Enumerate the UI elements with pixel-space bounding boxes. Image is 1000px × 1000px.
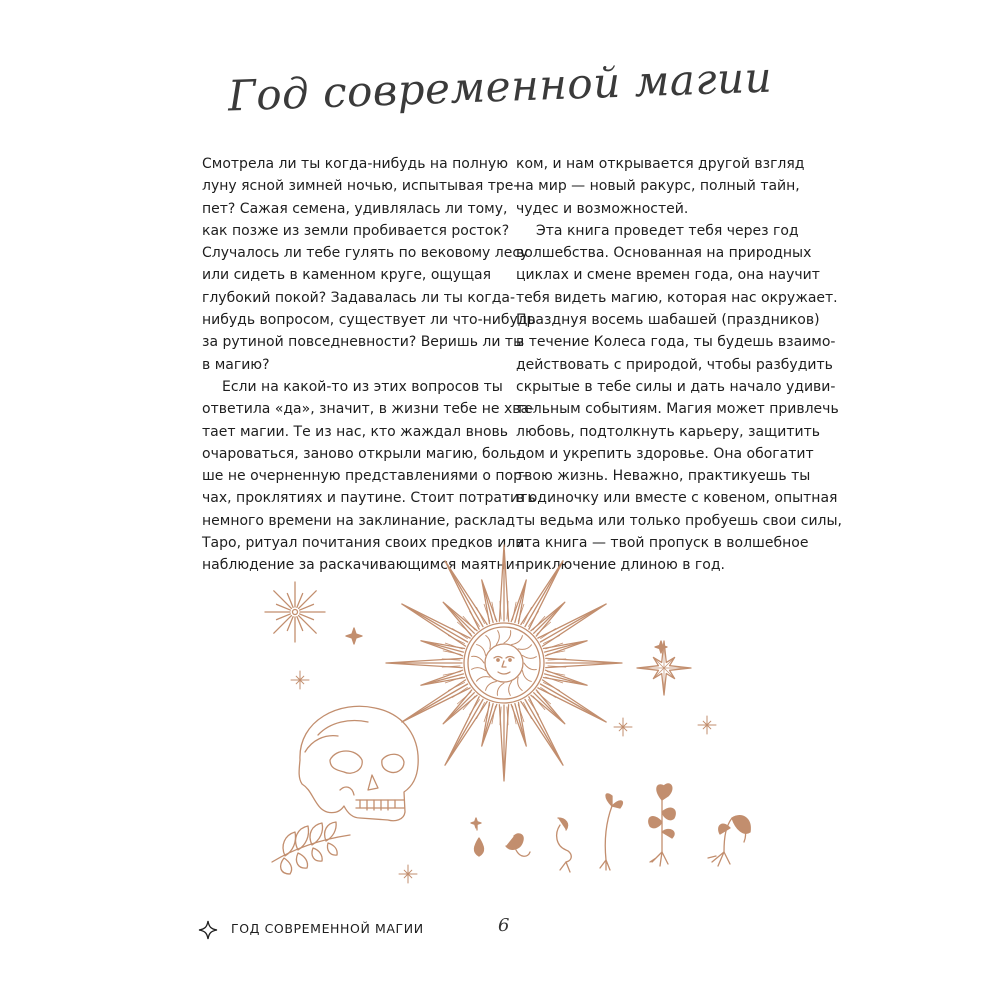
text-line: тает магии. Те из нас, кто жаждал вновь (202, 423, 509, 440)
running-head: ГОД СОВРЕМЕННОЙ МАГИИ (231, 921, 424, 936)
sparkle-icon (346, 628, 362, 644)
sparkle-icon (399, 865, 417, 883)
four-point-star-icon (198, 920, 218, 940)
text-line: волшебства. Основанная на природных (516, 245, 812, 262)
page-title: Год современной магии (227, 52, 773, 121)
text-line: ше не очерненную представлениями о пор- (202, 468, 528, 485)
text-line: Случалось ли тебе гулять по вековому лесу (202, 245, 529, 262)
text-line: циклах и смене времен года, она научит (516, 267, 820, 284)
text-line: приключение длиною в год. (516, 557, 725, 574)
text-line: любовь, подтолкнуть карьеру, защитить (516, 423, 820, 440)
text-line: ты ведьма или только пробуешь свои силы, (516, 512, 842, 529)
text-line: очароваться, заново открыли магию, боль- (202, 445, 522, 462)
sparkle-icon (471, 818, 481, 828)
sprout-icon (506, 834, 530, 856)
text-line: скрытые в тебе силы и дать начало удиви- (516, 378, 836, 395)
text-line: глубокий покой? Задавалась ли ты когда- (202, 289, 516, 306)
text-line: в одиночку или вместе с ковеном, опытная (516, 490, 838, 507)
text-line: в магию? (202, 356, 270, 373)
wilting-plant-icon (708, 816, 750, 866)
text-line: чах, проклятиях и паутине. Стоит потратить (202, 490, 536, 507)
leaf-branch-icon (272, 822, 350, 874)
text-line: тебя видеть магию, которая нас окружает. (516, 289, 838, 306)
text-line: за рутиной повседневности? Веришь ли ты (202, 334, 525, 351)
text-line: пет? Сажая семена, удивлялась ли тому, (202, 200, 508, 217)
text-line: наблюдение за раскачивающимся маятни- (202, 557, 520, 574)
text-line: Смотрела ли ты когда-нибудь на полную (202, 156, 509, 172)
text-line: Празднуя восемь шабашей (праздников) (516, 312, 820, 329)
plant-icon (600, 794, 622, 870)
text-line: дом и укрепить здоровье. Она обогатит (516, 445, 814, 462)
text-line: Если на какой-то из этих вопросов ты (222, 378, 503, 395)
text-line: Таро, ритуал почитания своих предков или (202, 535, 525, 552)
flowering-plant-icon (649, 784, 676, 866)
text-line: или сидеть в каменном круге, ощущая (202, 267, 492, 284)
sparkle-icon (614, 718, 632, 736)
text-line: луну ясной зимней ночью, испытывая тре- (202, 178, 519, 195)
text-line: в течение Колеса года, ты будешь взаимо- (516, 334, 836, 351)
sprout-icon (557, 818, 572, 872)
plant-growth-sequence (474, 784, 750, 872)
sparkle-icon (291, 671, 309, 689)
text-line: чудес и возможностей. (516, 200, 689, 217)
text-line: эта книга — твой пропуск в волшебное (516, 535, 809, 552)
sparkle-icon (698, 716, 716, 734)
text-line: как позже из земли пробивается росток? (202, 222, 510, 239)
star-icon (637, 641, 691, 695)
page-number: 6 (498, 915, 510, 936)
text-line: Эта книга проведет тебя через год (536, 222, 799, 239)
sun-icon (386, 545, 622, 781)
text-line: твою жизнь. Неважно, практикуешь ты (516, 468, 811, 485)
starburst-icon (265, 582, 325, 642)
text-line: ответила «да», значит, в жизни тебе не хва- (202, 401, 535, 418)
text-line: ком, и нам открывается другой взгляд (516, 156, 805, 172)
text-line: нибудь вопросом, существует ли что-нибудь (202, 312, 536, 329)
text-line: тельным событиям. Магия может привлечь (516, 401, 839, 418)
text-line: действовать с природой, чтобы разбудить (516, 356, 833, 373)
skull-icon (299, 706, 418, 820)
text-line: на мир — новый ракурс, полный тайн, (516, 178, 800, 195)
text-line: немного времени на заклинание, расклад (202, 512, 516, 529)
